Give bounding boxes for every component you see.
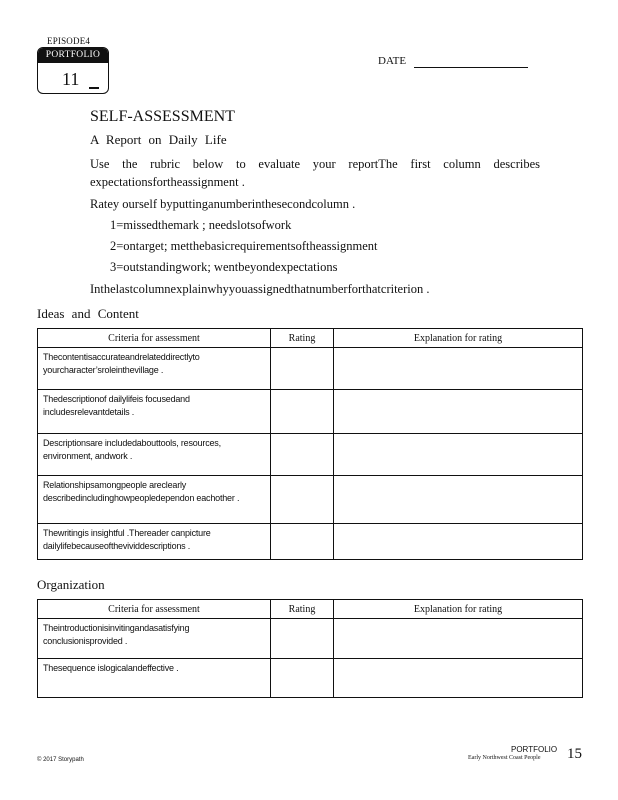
instructions-paragraph-3: Inthelastcolumnexplainwhyyouassignedthatnumberforthatcriterion . [90,282,430,296]
criterion-cell: Thewritingis insightful .Thereader canpicture dailylifebecauseofthevividdescriptions . [38,524,271,560]
table-row [38,348,583,390]
instructions-paragraph-1: Use the rubric below to evaluate your reportThe first column describes expectationsfortheassignment . [90,157,540,189]
date-label: DATE [378,55,407,67]
portfolio-badge-label: PORTFOLIO [38,48,108,63]
page-title: SELF-ASSESSMENT [90,108,235,125]
rating-cell[interactable] [271,476,334,524]
copyright-notice: © 2017 Storypath [37,757,84,763]
table-row [38,619,583,659]
column-header-explanation: Explanation for rating [334,329,583,348]
rating-cell[interactable] [271,434,334,476]
criterion-cell: Thecontentisaccurateandrelateddirectlyto yourcharacter’sroleinthevillage . [38,348,271,390]
column-header-criteria: Criteria for assessment [38,600,271,619]
explanation-cell[interactable] [334,348,583,390]
rating-cell[interactable] [271,659,334,698]
page-subtitle: A Report on Daily Life [90,132,227,147]
episode-label: EPISODE4 [47,36,91,46]
column-header-criteria: Criteria for assessment [38,329,271,348]
explanation-cell[interactable] [334,476,583,524]
criterion-cell: Descriptionsare includedabouttools, resources, environment, andwork . [38,434,271,476]
section-heading-organization: Organization [37,577,105,592]
criterion-cell: Thedescriptionof dailylifeis focusedand includesrelevantdetails . [38,390,271,434]
explanation-cell[interactable] [334,434,583,476]
table-row [38,659,583,698]
table-row [38,390,583,434]
criterion-cell: Relationshipsamongpeople areclearly describedincludinghowpeopledependon eachother . [38,476,271,524]
column-header-explanation: Explanation for rating [334,600,583,619]
instructions-paragraph-2: Ratey ourself byputtinganumberinthesecondcolumn . [90,197,356,211]
rating-scale-1: 1=missedthemark ; needslotsofwork [110,218,292,232]
section-heading-ideas: Ideas and Content [37,306,139,321]
rubric-table-ideas [37,328,583,560]
badge-underline [89,87,99,89]
criterion-cell: Thesequence islogicalandeffective . [38,659,271,698]
rating-cell[interactable] [271,390,334,434]
explanation-cell[interactable] [334,659,583,698]
portfolio-number: 11 [62,69,80,89]
date-field[interactable] [414,67,528,68]
table-row [38,476,583,524]
page-number: 15 [567,746,582,762]
portfolio-badge [37,47,109,94]
criterion-cell: Theintroductionisinvitingandasatisfying conclusionisprovided . [38,619,271,659]
explanation-cell[interactable] [334,524,583,560]
column-header-rating: Rating [271,329,334,348]
table-row [38,434,583,476]
rating-cell[interactable] [271,619,334,659]
rating-cell[interactable] [271,348,334,390]
column-header-rating: Rating [271,600,334,619]
table-header-row [38,600,583,619]
explanation-cell[interactable] [334,619,583,659]
rating-scale-2: 2=ontarget; metthebasicrequirementsoftheassignment [110,239,378,253]
rubric-table-organization [37,599,583,698]
table-row [38,524,583,560]
footer-unit-title: Early Northwest Coast People [468,755,541,761]
explanation-cell[interactable] [334,390,583,434]
footer-portfolio-label: PORTFOLIO [511,745,558,754]
rating-cell[interactable] [271,524,334,560]
rating-scale-3: 3=outstandingwork; wentbeyondexpectations [110,260,338,274]
table-header-row [38,329,583,348]
